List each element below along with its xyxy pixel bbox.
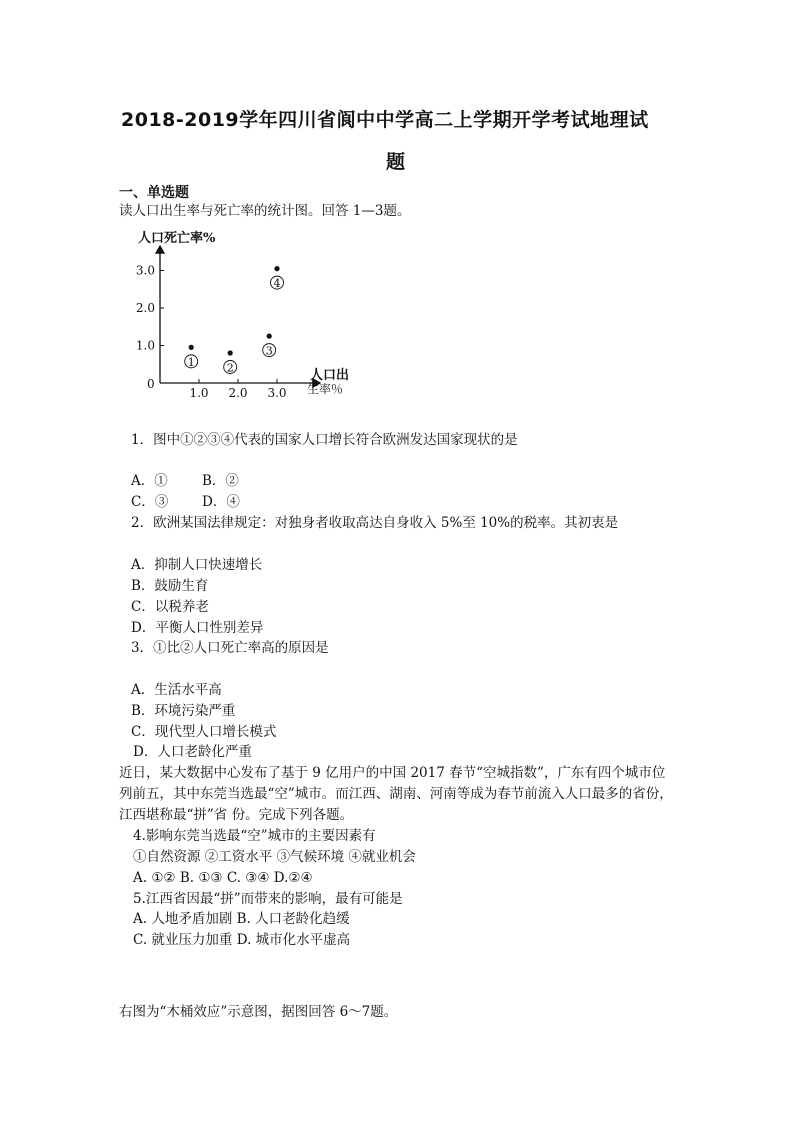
q4-stem: 4.影响东莞当选最“空”城市的主要因素有 — [133, 828, 376, 844]
q2-option: B．鼓励生育 — [131, 578, 209, 594]
data-point-label: 2 — [226, 361, 234, 375]
q5-stem: 5.江西省因最“拼”而带来的影响，最有可能是 — [133, 891, 403, 907]
x-tick-label: 1.0 — [189, 386, 209, 400]
x-axis-label-line2: 生率％ — [307, 382, 344, 396]
q1-option-d: D．④ — [202, 494, 240, 510]
x-tick-label: 2.0 — [228, 386, 248, 400]
q1-option-b: B．② — [202, 473, 239, 489]
data-point-label: 3 — [265, 344, 273, 358]
q3-option: A．生活水平高 — [131, 682, 222, 698]
q2-option: D．平衡人口性别差异 — [131, 620, 264, 636]
q3-option: C．现代型人口增长模式 — [131, 724, 277, 740]
document-title-line1: 2018-2019学年四川省阆中中学高二上学期开学考试地理试 — [121, 109, 649, 131]
data-point-label: 1 — [187, 355, 195, 369]
q5-options-line2: C. 就业压力加重 D. 城市化水平虚高 — [133, 932, 351, 948]
data-point — [274, 266, 279, 271]
y-tick-label: 2.0 — [135, 301, 155, 315]
q3-stem: 3．①比②人口死亡率高的原因是 — [131, 640, 329, 656]
y-axis-label: 人口死亡率% — [138, 231, 216, 246]
q1-stem: 1．图中①②③④代表的国家人口增长符合欧洲发达国家现状的是 — [131, 432, 518, 448]
data-point — [189, 345, 194, 350]
section-heading: 一、单选题 — [119, 185, 189, 201]
data-point — [267, 334, 272, 339]
x-tick-label: 3.0 — [267, 386, 287, 400]
data-point-label: 4 — [273, 277, 281, 291]
x-axis-label-line1: 人口出 — [310, 368, 350, 383]
origin-label: 0 — [147, 377, 155, 391]
y-tick-label: 3.0 — [135, 263, 155, 278]
scatter-chart — [120, 228, 360, 400]
q4-options: A. ①② B. ①③ C. ③④ D.②④ — [133, 870, 313, 886]
passage-line: 江西堪称最“拼”省 份。完成下列各题。 — [119, 807, 354, 823]
intro-text: 读人口出生率与死亡率的统计图。回答 1—3题。 — [119, 203, 411, 219]
q2-option: C．以税养老 — [131, 599, 209, 615]
passage-line: 列前五，其中东莞当选最“空”城市。而江西、湖南、河南等成为春节前流入人口最多的省份， — [119, 786, 673, 802]
q3-option: D．人口老龄化严重 — [133, 744, 252, 760]
y-tick-label: 1.0 — [135, 338, 155, 353]
q3-option: B．环境污染严重 — [131, 703, 236, 719]
closing-text: 右图为“木桶效应”示意图，据图回答 6～7题。 — [119, 1004, 398, 1020]
passage-line: 近日，某大数据中心发布了基于 9 亿用户的中国 2017 春节“空城指数”，广东有四个城市位 — [119, 765, 666, 781]
q2-option: A．抑制人口快速增长 — [131, 557, 263, 573]
q1-option-a: A．① — [131, 473, 168, 489]
q4-choices: ①自然资源 ②工资水平 ③气候环境 ④就业机会 — [133, 849, 416, 865]
q1-option-c: C．③ — [131, 494, 169, 510]
data-point — [228, 350, 233, 355]
q5-options-line1: A. 人地矛盾加剧 B. 人口老龄化趋缓 — [133, 911, 350, 927]
document-title-line2: 题 — [386, 151, 406, 173]
q2-stem: 2．欧洲某国法律规定：对独身者收取高达自身收入 5%至 10%的税率。其初衷是 — [131, 515, 619, 531]
